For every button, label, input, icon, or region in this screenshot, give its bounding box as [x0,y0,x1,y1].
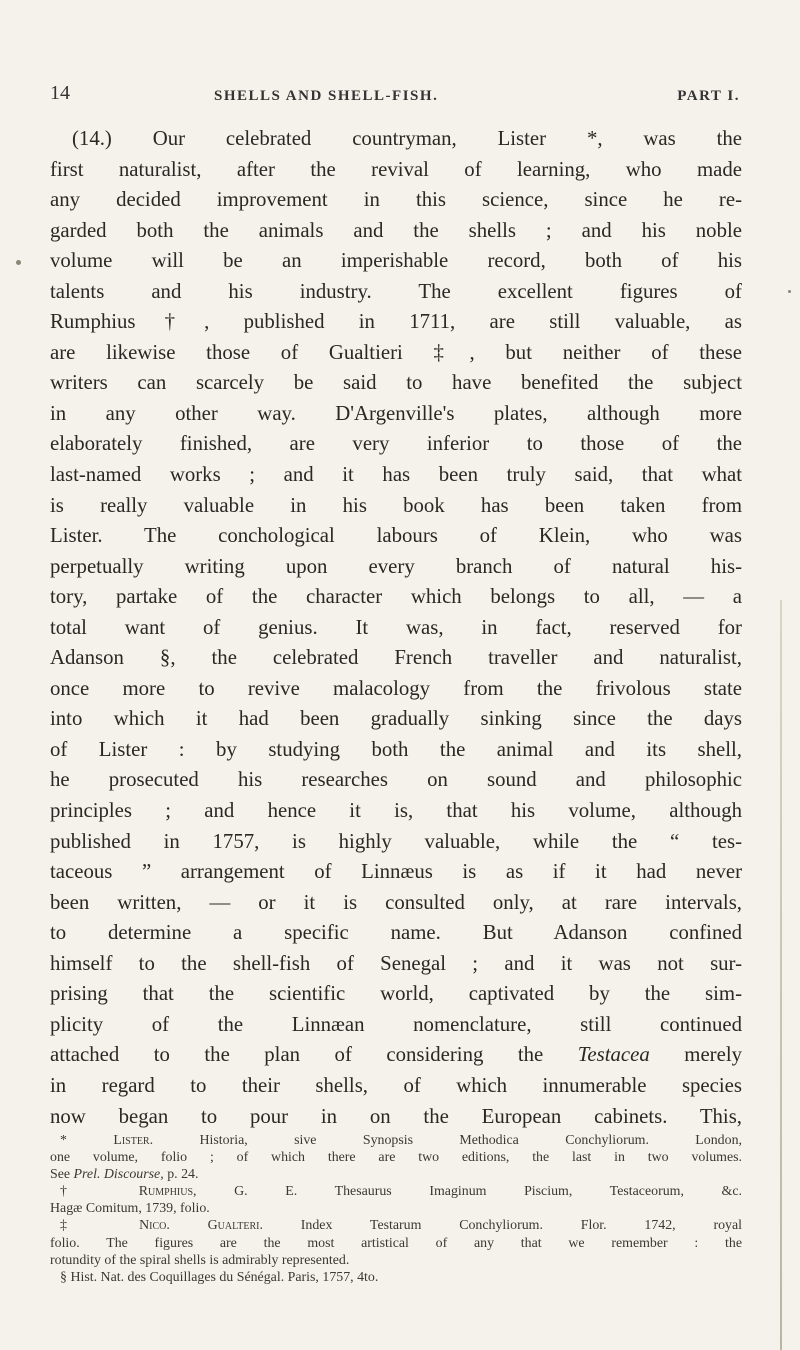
body-line: perpetually writing upon every branch of natural his- [50,554,742,578]
body-line: talents and his industry. The excellent figures of [50,279,742,303]
body-line: taceous ” arrangement of Linnæus is as if it had never [50,860,742,884]
body-line: in any other way. D'Argenville's plates, although more [50,401,742,425]
footnote-line: folio. The figures are the most artistical of any that we remember : the [50,1235,742,1251]
body-line: principles ; and hence it is, that his volume, although [50,799,742,823]
body-line: elaborately finished, are very inferior to those of the [50,432,742,456]
footnotes [50,1132,742,1286]
footnote-line: See Prel. Discourse, p. 24. [50,1167,199,1183]
body-line: volume will be an imperishable record, both of his [50,249,742,273]
footnote-gualteri: ‡ Nico. Gualteri. Index Testarum Conchyliorum. Flor. 1742, royal [60,1218,742,1234]
body-line-text: merely [684,1043,743,1067]
body-line: prising that the scientific world, captivated by the sim- [50,982,742,1006]
margin-speck [788,290,791,293]
body-line: to determine a specific name. But Adanson confined [50,921,742,945]
body-line: plicity of the Linnæan nomenclature, still continued [50,1012,742,1036]
running-header [50,82,740,112]
body-line: last-named works ; and it has been truly said, that what [50,463,742,487]
body-line: are likewise those of Gualtieri ‡, but neither of these [50,340,742,364]
footnote-adanson: § Hist. Nat. des Coquillages du Sénégal. Paris, 1757, 4to. [60,1269,379,1285]
body-line: any decided improvement in this science, since he re- [50,188,742,212]
body-paragraph [50,124,742,1132]
body-line: tory, partake of the character which belongs to all, — a [50,585,742,609]
body-line: in regard to their shells, of which innumerable species [50,1073,742,1097]
body-line: himself to the shell-fish of Senegal ; and it was not sur- [50,951,742,975]
body-line: (14.) Our celebrated countryman, Lister *, was the [72,127,742,150]
body-line: Lister. The conchological labours of Klein, who was [50,524,742,548]
body-line: is really valuable in his book has been taken from [50,493,742,517]
margin-speck [16,260,21,265]
italic-term: Testacea [577,1043,650,1067]
body-line-text: attached to the plan of considering the [50,1043,544,1067]
body-line: first naturalist, after the revival of learning, who made [50,157,742,181]
body-line: been written, — or it is consulted only, at rare intervals, [50,890,742,914]
body-line: published in 1757, is highly valuable, while the “ tes- [50,829,742,853]
body-line: of Lister : by studying both the animal and its shell, [50,737,742,761]
body-line: into which it had been gradually sinking since the days [50,707,742,731]
footnote-line: rotundity of the spiral shells is admirably represented. [50,1252,350,1268]
body-line: garded both the animals and the shells ; and his noble [50,218,742,242]
footnote-line: one volume, folio ; of which there are two editions, the last in two volumes. [50,1150,742,1166]
page-number: 14 [50,82,70,104]
body-line: once more to revive malacology from the frivolous state [50,676,742,700]
running-title: SHELLS AND SHELL-FISH. [214,88,439,104]
body-line: now began to pour in on the European cabinets. This, [50,1104,742,1128]
footnote-rumphius: † Rumphius, G. E. Thesaurus Imaginum Piscium, Testaceorum, &c. [60,1184,742,1200]
body-line: he prosecuted his researches on sound and philosophic [50,768,742,792]
part-label: PART I. [677,88,740,104]
body-line: writers can scarcely be said to have benefited the subject [50,371,742,395]
body-line [50,1040,742,1071]
body-line: total want of genius. It was, in fact, reserved for [50,615,742,639]
body-line: Rumphius†, published in 1711, are still valuable, as [50,310,742,334]
footnote-lister: * Lister. Historia, sive Synopsis Methodica Conchyliorum. London, [60,1133,742,1148]
page-edge-shadow [780,600,782,1350]
body-line: Adanson §, the celebrated French traveller and naturalist, [50,646,742,670]
footnote-line: Hagæ Comitum, 1739, folio. [50,1201,210,1217]
